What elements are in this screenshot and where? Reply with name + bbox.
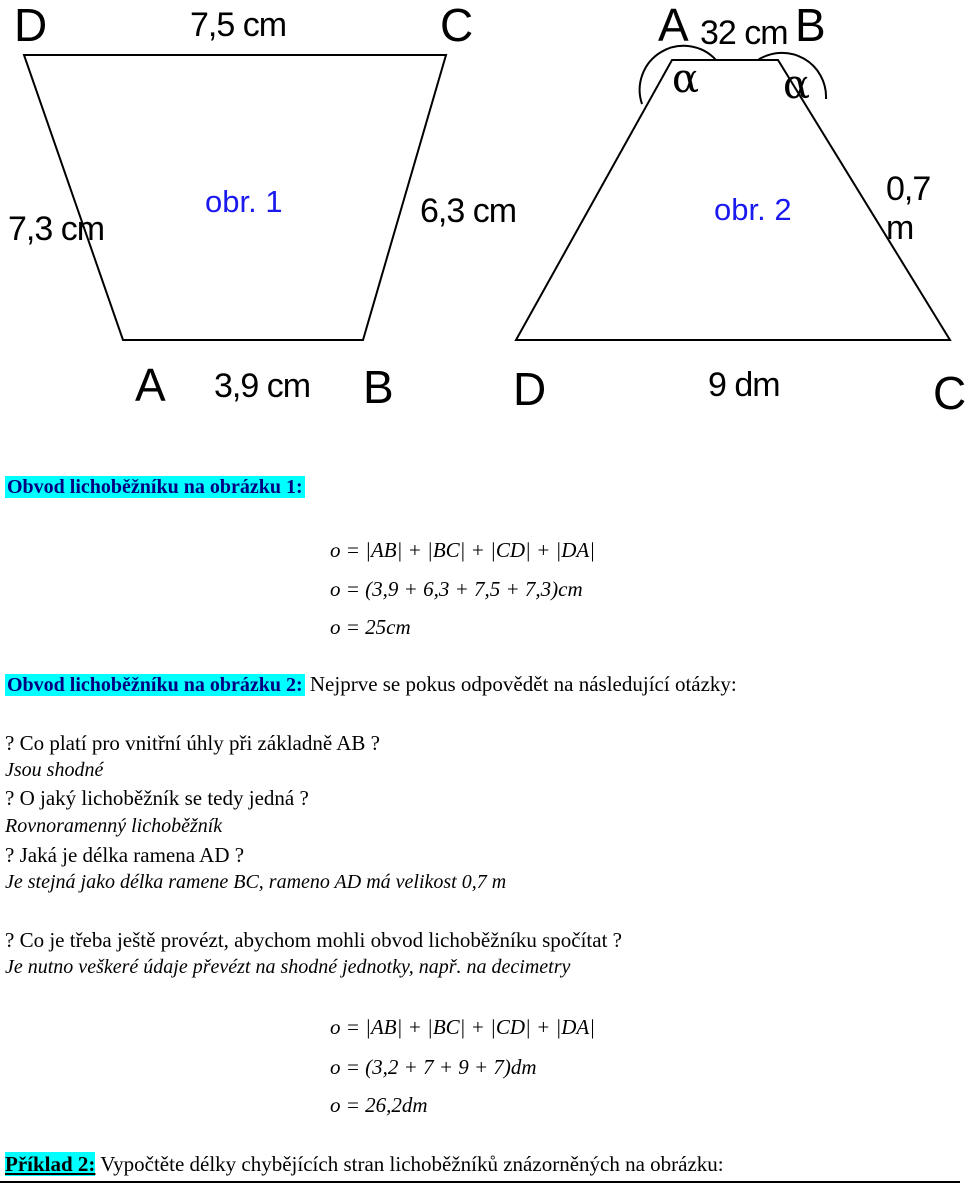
section1-eq2: o = (3,9 + 6,3 + 7,5 + 7,3)cm bbox=[330, 577, 583, 601]
fig1-bottom-length: 3,9 cm bbox=[214, 367, 311, 405]
fig2-vertex-b: B bbox=[795, 0, 826, 51]
section2-eq2: o = (3,2 + 7 + 9 + 7)dm bbox=[330, 1055, 537, 1079]
question-2: ? O jaký lichoběžník se tedy jedná ? bbox=[5, 786, 309, 810]
fig1-left-length: 7,3 cm bbox=[8, 210, 105, 248]
question-3: ? Jaká je délka ramena AD ? bbox=[5, 843, 245, 867]
answer-1: Jsou shodné bbox=[5, 759, 104, 781]
fig1-caption: obr. 1 bbox=[205, 184, 283, 219]
fig1-top-length: 7,5 cm bbox=[190, 6, 287, 44]
section2-eq3: o = 26,2dm bbox=[330, 1093, 428, 1117]
fig2-angle-b-label: α bbox=[783, 62, 811, 108]
fig2-vertex-a: A bbox=[658, 0, 689, 51]
section2-intro: Nejprve se pokus odpovědět na následující otázky: bbox=[309, 672, 737, 696]
fig1-vertex-b: B bbox=[363, 361, 394, 413]
fig2-top-length: 32 cm bbox=[700, 14, 788, 52]
section2-eq1: o = |AB| + |BC| + |CD| + |DA| bbox=[330, 1015, 596, 1039]
answer-3: Je stejná jako délka ramene BC, rameno AD má velikost 0,7 m bbox=[5, 871, 507, 893]
section2-heading: Obvod lichoběžníku na obrázku 2: bbox=[7, 674, 303, 696]
example-2-label: Příklad 2: bbox=[5, 1152, 96, 1176]
fig1-right-length: 6,3 cm bbox=[420, 192, 517, 230]
example-2-line bbox=[5, 1152, 724, 1177]
fig2-bottom-length: 9 dm bbox=[708, 366, 780, 404]
section2-heading-line bbox=[5, 672, 737, 697]
fig2-angle-a-label: α bbox=[672, 56, 700, 102]
example-2-text: Vypočtěte délky chybějících stran lichoběžníků znázorněných na obrázku: bbox=[95, 1152, 724, 1176]
question-1: ? Co platí pro vnitřní úhly při základně AB ? bbox=[5, 731, 381, 755]
section1-heading: Obvod lichoběžníku na obrázku 1: bbox=[7, 476, 303, 498]
section1-eq1: o = |AB| + |BC| + |CD| + |DA| bbox=[330, 538, 596, 562]
bottom-rule bbox=[0, 1181, 960, 1183]
fig1-vertex-c: C bbox=[440, 0, 474, 51]
fig2-right-length: 0,7 m bbox=[886, 170, 931, 247]
fig1-vertex-a: A bbox=[135, 359, 166, 411]
question-4: ? Co je třeba ještě provézt, abychom mohli obvod lichoběžníku spočítat ? bbox=[5, 928, 622, 952]
fig2-vertex-c: C bbox=[933, 367, 966, 419]
fig2-caption: obr. 2 bbox=[714, 192, 792, 227]
fig1-vertex-d: D bbox=[14, 0, 48, 51]
answer-2: Rovnoramenný lichoběžník bbox=[5, 815, 223, 837]
section1-eq3: o = 25cm bbox=[330, 615, 411, 639]
fig2-vertex-d: D bbox=[513, 363, 547, 415]
answer-4: Je nutno veškeré údaje převézt na shodné jednotky, např. na decimetry bbox=[5, 956, 571, 978]
